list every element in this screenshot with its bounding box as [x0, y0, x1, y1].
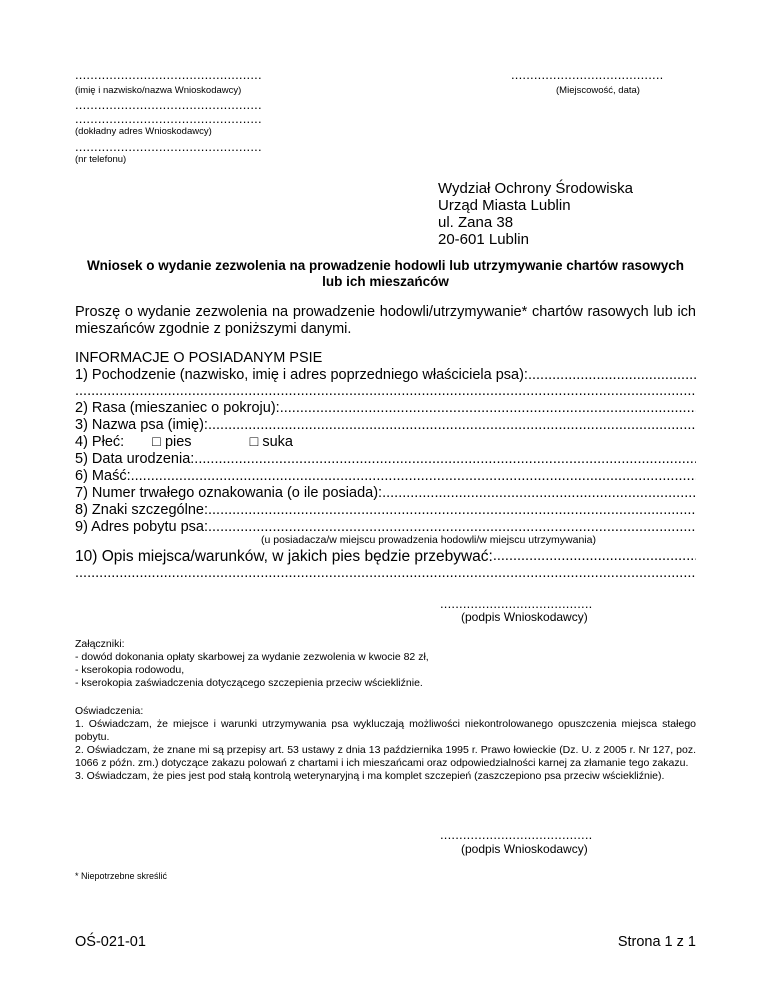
page-number: Strona 1 z 1: [617, 934, 696, 950]
applicant-name-line[interactable]: .................................................: [75, 67, 262, 82]
recipient-line-3: ul. Zana 38: [438, 214, 514, 231]
field-special-marks-label: 8) Znaki szczególne:: [75, 502, 208, 518]
field-origin[interactable]: [75, 367, 696, 383]
signature-line-1[interactable]: ........................................: [440, 596, 593, 611]
recipient-line-1: Wydział Ochrony Środowiska: [438, 180, 633, 197]
attachment-item: - dowód dokonania opłaty skarbowej za wydanie zezwolenia w kwocie 82 zł,: [75, 651, 429, 663]
address-line-2[interactable]: .................................................: [75, 111, 262, 126]
attachments-block: [75, 638, 696, 690]
phone-line[interactable]: .................................................: [75, 139, 262, 154]
field-place-description-label: 10) Opis miejsca/warunków, w jakich pies będzie przebywać:: [75, 548, 493, 565]
signature-label-1: (podpis Wnioskodawcy): [461, 610, 588, 624]
field-breed-label: 2) Rasa (mieszaniec o pokroju):: [75, 400, 280, 416]
field-marking-number[interactable]: [75, 485, 696, 501]
field-dog-address-label: 9) Adres pobytu psa:: [75, 519, 208, 535]
address-line-1[interactable]: .................................................: [75, 97, 262, 112]
place-date-line[interactable]: ........................................: [511, 67, 664, 82]
field-place-description-cont[interactable]: [75, 565, 696, 581]
place-date-label: (Miejscowość, data): [556, 85, 640, 96]
checkbox-male[interactable]: □ pies: [152, 434, 192, 450]
field-breed[interactable]: [75, 400, 696, 416]
attachment-item: - kserokopia rodowodu,: [75, 664, 185, 676]
document-code: OŚ-021-01: [75, 934, 146, 950]
field-birth-date[interactable]: [75, 451, 696, 467]
field-dog-name-label: 3) Nazwa psa (imię):: [75, 417, 208, 433]
document-title: Wniosek o wydanie zezwolenia na prowadzenie hodowli lub utrzymywanie chartów rasowych lub ich mieszańców: [86, 258, 685, 289]
phone-label: (nr telefonu): [75, 154, 127, 165]
field-origin-label: 1) Pochodzenie (nazwisko, imię i adres poprzedniego właściciela psa):: [75, 367, 528, 383]
attachments-heading: Załączniki:: [75, 638, 125, 650]
declaration-2: 2. Oświadczam, że znane mi są przepisy art. 53 ustawy z dnia 13 października 1995 r. Prawo łowieckie (Dz. U. z 2005 r. Nr 127, poz. 1066 z późn. zm.) dotyczące zakazu polowań z chartami i ich mieszańcami oraz odpowiedzialności karnej za złamanie tego zakazu.: [75, 744, 696, 769]
field-sex-label: 4) Płeć:: [75, 434, 125, 450]
field-dog-name[interactable]: [75, 417, 696, 433]
declaration-3: 3. Oświadczam, że pies jest pod stałą kontrolą weterynaryjną i ma komplet szczepień (zaszczepiono psa przeciw wściekliźnie).: [75, 770, 665, 782]
field-place-description[interactable]: [75, 548, 696, 565]
field-marking-number-label: 7) Numer trwałego oznakowania (o ile posiada):: [75, 485, 383, 501]
field-sex: [75, 434, 696, 450]
field-dog-address-note: (u posiadacza/w miejscu prowadzenia hodowli/w miejscu utrzymywania): [261, 534, 596, 546]
recipient-line-2: Urząd Miasta Lublin: [438, 197, 571, 214]
address-label: (dokładny adres Wnioskodawcy): [75, 126, 212, 137]
attachment-item: - kserokopia zaświadczenia dotyczącego szczepienia przeciw wściekliźnie.: [75, 677, 423, 689]
footnote: * Niepotrzebne skreślić: [75, 871, 168, 881]
recipient-line-4: 20-601 Lublin: [438, 231, 529, 248]
intro-paragraph: Proszę o wydanie zezwolenia na prowadzenie hodowli/utrzymywanie* chartów rasowych lub ich mieszańców zgodnie z poniższymi danymi.: [75, 304, 696, 337]
field-special-marks[interactable]: [75, 502, 696, 518]
declarations-heading: Oświadczenia:: [75, 705, 144, 717]
checkbox-female[interactable]: □ suka: [249, 434, 293, 450]
field-origin-cont[interactable]: [75, 383, 696, 399]
signature-label-2: (podpis Wnioskodawcy): [461, 842, 588, 856]
signature-line-2[interactable]: ........................................: [440, 827, 593, 842]
applicant-name-label: (imię i nazwisko/nazwa Wnioskodawcy): [75, 85, 242, 96]
field-dog-address[interactable]: [75, 519, 696, 535]
declarations-block: [75, 705, 696, 783]
section-heading: INFORMACJE O POSIADANYM PSIE: [75, 350, 323, 366]
field-birth-date-label: 5) Data urodzenia:: [75, 451, 195, 467]
field-color[interactable]: [75, 468, 696, 484]
declaration-1: 1. Oświadczam, że miejsce i warunki utrzymywania psa wykluczają możliwości niekontrolowanego opuszczenia miejsca stałego pobytu.: [75, 718, 696, 743]
field-color-label: 6) Maść:: [75, 468, 131, 484]
